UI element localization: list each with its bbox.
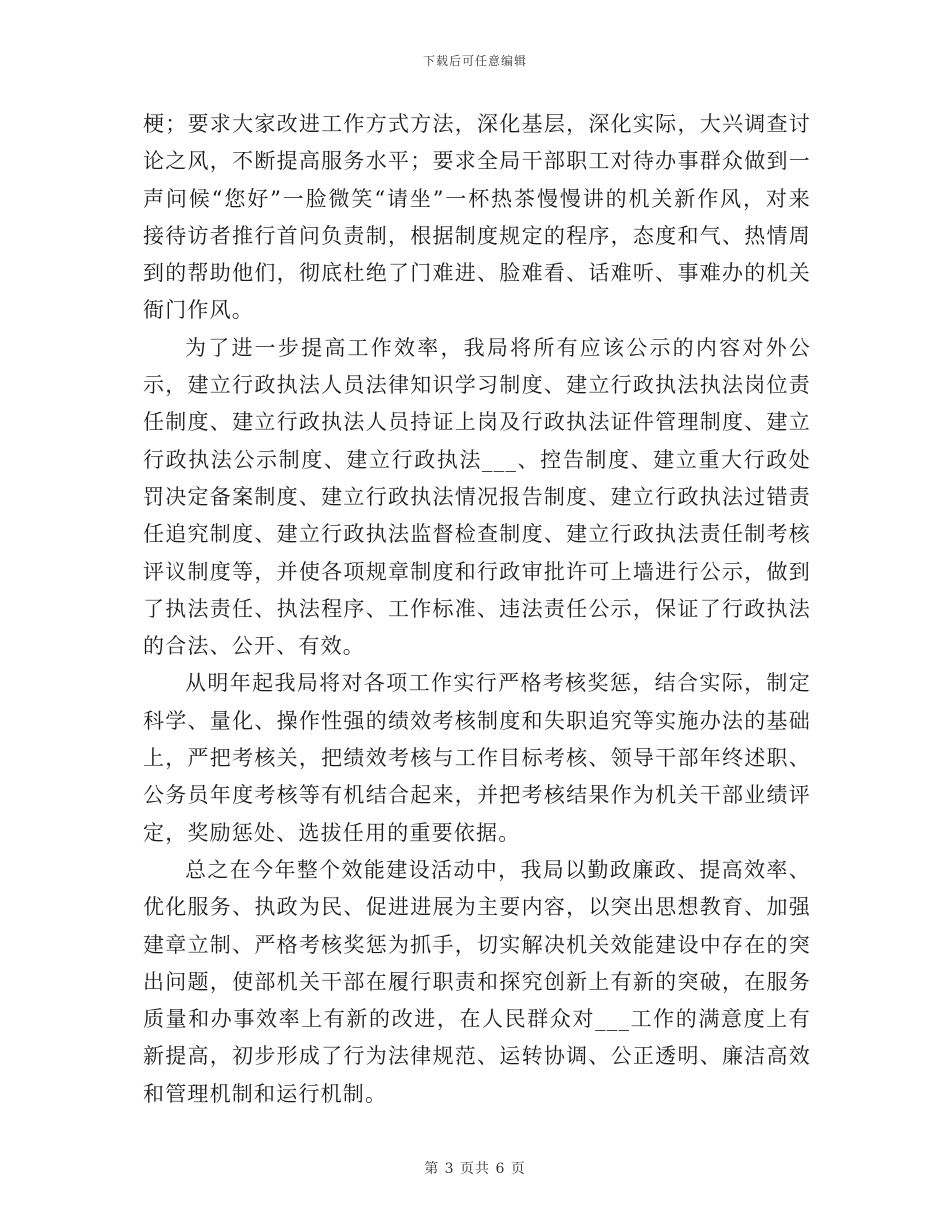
paragraph-efficiency: 为了进一步提高工作效率，我局将所有应该公示的内容对外公示，建立行政执法人员法律知识学习制度、建立行政执法执法岗位责任制度、建立行政执法人员持证上岗及行政执法证件管理制度、建立行政执法公示制度、建立行政执法___、控告制度、建立重大行政处罚决定备案制度、建立行政执法情况报告制度、建立行政执法过错责任追究制度、建立行政执法监督检查制度、建立行政执法责任制考核评议制度等，并使各项规章制度和行政审批许可上墙进行公示，做到了执法责任、执法程序、工作标准、违法责任公示，保证了行政执法的合法、公开、有效。	[143, 335, 811, 659]
page-header: 下载后可任意编辑	[422, 54, 527, 68]
paragraph-assessment: 从明年起我局将对各项工作实行严格考核奖惩，结合实际，制定科学、量化、操作性强的绩效考核制度和失职追究等实施办法的基础上，严把考核关，把绩效考核与工作目标考核、领导干部年终述职、公务员年度考核等有机结合起来，并把考核结果作为机关干部业绩评定，奖励惩处、选拔任用的重要依据。	[143, 671, 811, 845]
paragraph-summary: 总之在今年整个效能建设活动中，我局以勤政廉政、提高效率、优化服务、执政为民、促进进展为主要内容，以突出思想教育、加强建章立制、严格考核奖惩为抓手，切实解决机关效能建设中存在的突出问题，使部机关干部在履行职责和探究创新上有新的突破，在服务质量和办事效率上有新的改进，在人民群众对___工作的满意度上有新提高，初步形成了行为法律规范、运转协调、公正透明、廉洁高效和管理机制和运行机制。	[143, 857, 811, 1106]
document-body	[143, 106, 811, 1113]
page-number: 第 3 页共 6 页	[424, 1161, 526, 1177]
paragraph-continuation: 梗；要求大家改进工作方式方法，深化基层，深化实际，大兴调查讨论之风，不断提高服务水平；要求全局干部职工对待办事群众做到一声问候“您好”一脸微笑“请坐”一杯热茶慢慢讲的机关新作风，对来接待访者推行首问负责制，根据制度规定的程序，态度和气、热情周到的帮助他们，彻底杜绝了门难进、脸难看、话难听、事难办的机关衙门作风。	[143, 112, 811, 323]
